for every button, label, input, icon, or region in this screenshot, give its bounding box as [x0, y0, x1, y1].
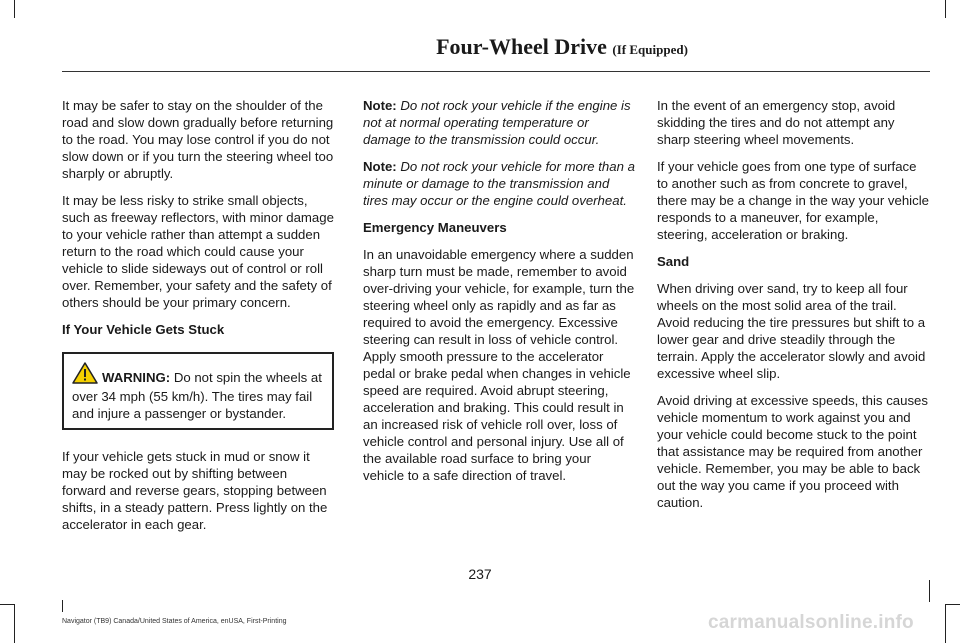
page-title-main: Four-Wheel Drive	[436, 34, 607, 59]
page-title-subtitle: (If Equipped)	[612, 42, 688, 57]
crop-mark-top-left	[14, 0, 15, 18]
crop-mark-left-inner	[62, 600, 63, 612]
crop-mark-bottom-right-h	[945, 604, 960, 605]
paragraph: Avoid driving at excessive speeds, this causes vehicle momentum to work against you and your vehicle could become stuck to the point that assistance may be required from another vehicle. Remember, you may be able to back out the way you came if you proceed with caution.	[657, 393, 928, 510]
paragraph: When driving over sand, try to keep all four wheels on the most solid area of the trail. Avoid reducing the tire pressures but shift to a lower gear and drive steadily through the terrain. Apply the accelerator slowly and avoid excessive wheel slip.	[657, 281, 926, 381]
note-label: Note:	[363, 98, 397, 113]
warning-triangle-icon	[72, 362, 98, 388]
crop-mark-bottom-right	[945, 604, 946, 643]
note	[363, 158, 635, 209]
warning-box	[62, 352, 334, 430]
paragraph: It may be safer to stay on the shoulder of the road and slow down gradually before returning to the road. You may lose control if you do not slow down or if you turn the steering wheel too sharply or abruptly.	[62, 98, 334, 181]
column-1	[62, 97, 334, 543]
note	[363, 97, 635, 148]
crop-mark-right-inner	[929, 580, 930, 602]
watermark: carmanualsonline.info	[708, 612, 914, 633]
paragraph: If your vehicle goes from one type of surface to another such as from concrete to gravel, there may be a change in the way your vehicle responds to a maneuver, for example, steering, acceleration or braking.	[657, 159, 929, 242]
section-heading-sand: Sand	[657, 254, 690, 269]
warning-text: Do not spin the wheels at over 34 mph (55 km/h). The tires may fail and injure a passenger or bystander.	[72, 370, 322, 421]
note-label: Note:	[363, 159, 397, 174]
section-heading-stuck: If Your Vehicle Gets Stuck	[62, 322, 225, 337]
section-heading-emergency: Emergency Maneuvers	[363, 220, 507, 235]
crop-mark-bottom-left-h	[0, 604, 15, 605]
paragraph: In the event of an emergency stop, avoid skidding the tires and do not attempt any sharp steering wheel movements.	[657, 98, 896, 147]
column-2	[363, 97, 635, 494]
paragraph: If your vehicle gets stuck in mud or snow it may be rocked out by shifting between forward and reverse gears, stopping between shifts, in a steady pattern. Press lightly on the accelerator in each gear.	[62, 449, 328, 532]
footer-text: Navigator (TB9) Canada/United States of America, enUSA, First-Printing	[62, 618, 287, 625]
paragraph: In an unavoidable emergency where a sudden sharp turn must be made, remember to avoid over-driving your vehicle, for example, turn the steering wheel only as rapidly and as far as required to avoid the emergency. Excessive steering can result in loss of vehicle control. Apply smooth pressure to the accelerator pedal or brake pedal when changes in vehicle speed are required. Avoid abrupt steering, acceleration and braking. This could result in an increased risk of vehicle roll over, loss of vehicle control and personal injury. Use all of the available road surface to bring your vehicle to a safe direction of travel.	[363, 247, 635, 483]
paragraph: It may be less risky to strike small objects, such as freeway reflectors, with minor damage to your vehicle rather than attempt a sudden return to the road which could cause your vehicle to slide sideways out of control or roll over. Remember, your safety and the safety of others should be your primary concern.	[62, 193, 334, 310]
crop-mark-top-right	[945, 0, 946, 18]
page-title	[212, 34, 912, 60]
page-number: 237	[468, 566, 492, 582]
crop-mark-bottom-left	[14, 604, 15, 643]
note-text: Do not rock your vehicle if the engine is not at normal operating temperature or damage to the transmission could occur.	[363, 98, 631, 147]
header-rule	[62, 71, 930, 72]
column-3	[657, 97, 929, 521]
warning-label: WARNING:	[102, 370, 171, 385]
note-text: Do not rock your vehicle for more than a minute or damage to the transmission and tires may occur or the engine could overheat.	[363, 159, 635, 208]
